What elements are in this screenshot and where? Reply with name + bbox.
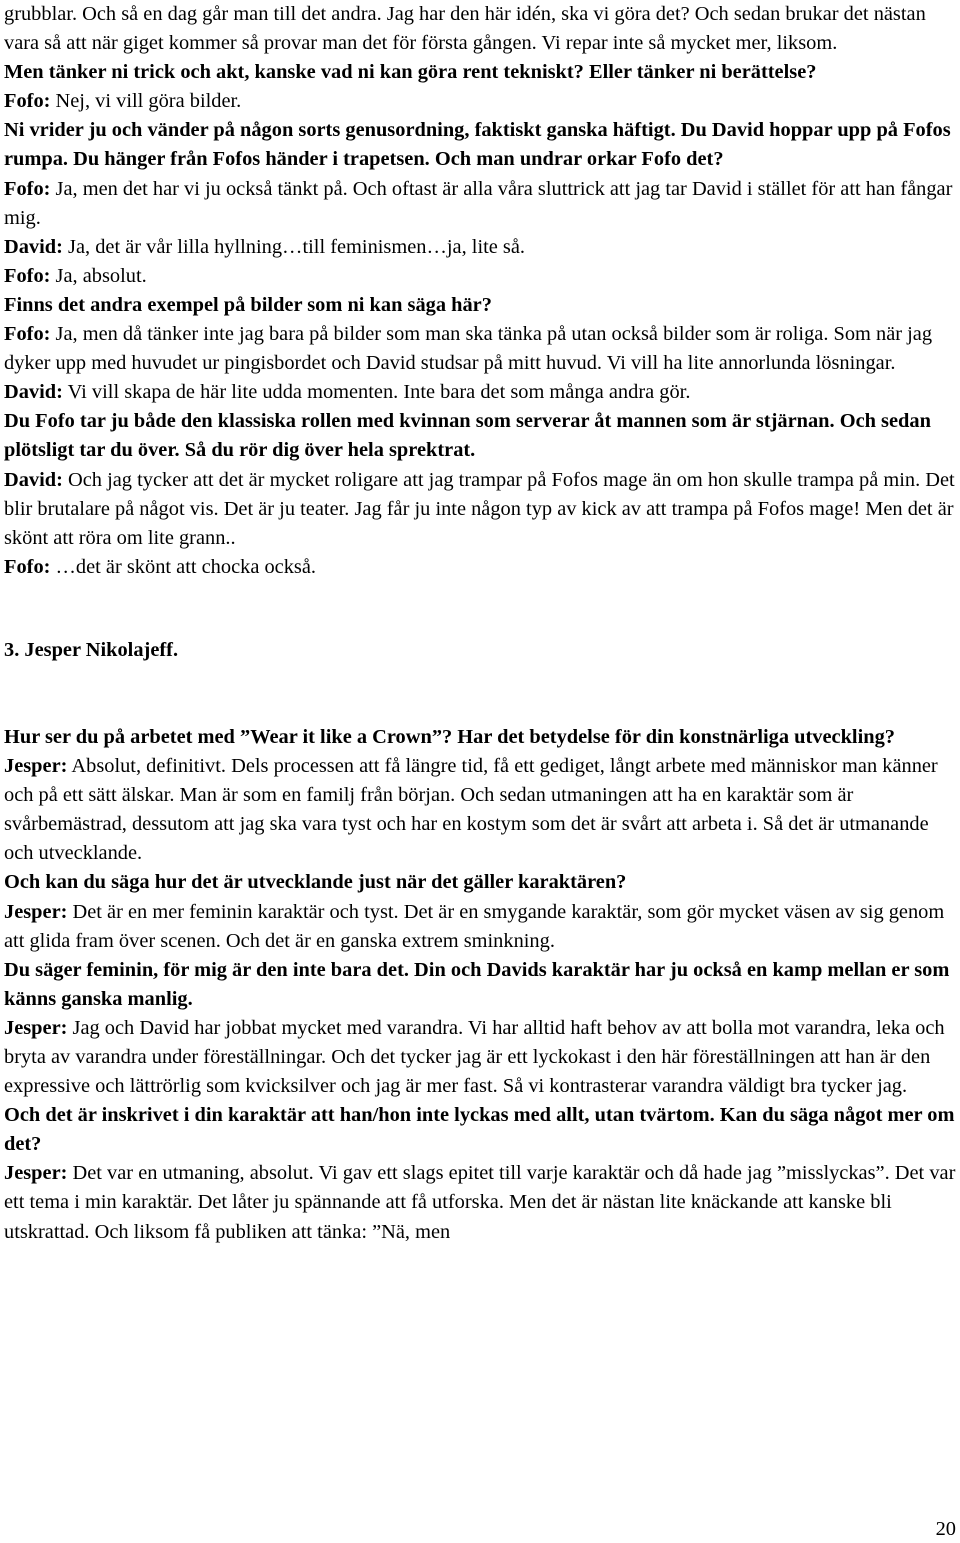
page-number: 20: [935, 1518, 956, 1540]
interview-answer: [4, 752, 958, 868]
paragraph-text: Det var en utmaning, absolut. Vi gav ett slags epitet till varje karaktär och då hade jag ”misslyckas”. Det var ett tema i min karaktär. Det låter ju spännande att få utforska. Men det är nästan lite knäckande att kanske bli utskrattad. Och liksom få publiken att tänka: ”Nä, men: [4, 1162, 956, 1243]
interview-question: [4, 116, 958, 174]
interview-question: [4, 407, 958, 465]
paragraph-text: Hur ser du på arbetet med ”Wear it like a Crown”? Har det betydelse för din konstnärliga utveckling?: [4, 725, 895, 748]
paragraph-text: Ja, men då tänker inte jag bara på bilder som man ska tänka på utan också bilder som är roliga. Som när jag dyker upp med huvudet ur pingisbordet och David studsar på mitt huvud. Vi vill ha lite annorlunda lösningar.: [4, 323, 933, 375]
paragraph-text: Och kan du säga hur det är utvecklande just när det gäller karaktären?: [4, 871, 627, 894]
speaker-label: Fofo:: [4, 177, 51, 200]
paragraph-text: Absolut, definitivt. Dels processen att få längre tid, få ett gediget, långt arbete med människor man känner och på ett sätt älskar. Man är som en familj från början. Och sedan utmaningen att ha en karaktär som är svårbemästrad, dessutom att jag ska vara tyst och har en kostym som det är svårt att arbeta i. Så det är utmanande och utvecklande.: [4, 755, 938, 865]
paragraph-text: Vi vill skapa de här lite udda momenten. Inte bara det som många andra gör.: [62, 381, 691, 404]
paragraph-text: Ja, men det har vi ju också tänkt på. Och oftast är alla våra sluttrick att jag tar David i stället för att han fångar mig.: [4, 177, 953, 229]
interview-answer: [4, 87, 958, 116]
interview-question: [4, 868, 958, 897]
paragraph-text: Ja, det är vår lilla hyllning…till feminismen…ja, lite så.: [62, 235, 526, 258]
paragraph-text: Ni vrider ju och vänder på någon sorts genusordning, faktiskt ganska häftigt. Du David hoppar upp på Fofos rumpa. Du hänger från Fofos händer i trapetsen. Och man undrar orkar Fofo det?: [4, 119, 951, 171]
interview-section-jesper: [4, 723, 958, 1247]
speaker-label: David:: [4, 381, 63, 404]
speaker-label: Jesper:: [4, 755, 68, 778]
interview-answer: [4, 233, 958, 262]
interview-answer: [4, 898, 958, 956]
speaker-label: Jesper:: [4, 1016, 68, 1039]
speaker-label: David:: [4, 468, 63, 491]
interview-question: [4, 956, 958, 1014]
paragraph-text: Men tänker ni trick och akt, kanske vad ni kan göra rent tekniskt? Eller tänker ni berättelse?: [4, 61, 817, 84]
interview-question: [4, 58, 958, 87]
interview-answer: [4, 1014, 958, 1101]
paragraph-text: Jag och David har jobbat mycket med varandra. Vi har alltid haft behov av att bolla mot varandra, leka och bryta av varandra under föreställningar. Och det tycker jag är ett lyckokast i den här föreställningen att han är den expressive och lättrörlig som kvicksilver och jag är mer fast. Så vi kontrasterar varandra väldigt bra tycker jag.: [4, 1016, 945, 1098]
interview-question: [4, 1101, 958, 1159]
speaker-label: David:: [4, 235, 63, 258]
interview-question: [4, 291, 958, 320]
interview-answer: [4, 320, 958, 378]
speaker-label: Fofo:: [4, 555, 51, 578]
interview-answer: [4, 553, 958, 582]
spacer: [4, 665, 958, 723]
interview-answer: [4, 0, 958, 58]
speaker-label: Fofo:: [4, 264, 51, 287]
interview-answer: [4, 175, 958, 233]
interview-section-fofo-david: [4, 0, 958, 582]
document-page: [4, 0, 958, 1247]
speaker-label: Fofo:: [4, 323, 51, 346]
interview-answer: [4, 378, 958, 407]
paragraph-text: Och jag tycker att det är mycket roligare att jag trampar på Fofos mage än om hon skulle trampa på min. Det blir brutalare på något vis. Det är ju teater. Jag får ju inte någon typ av kick av att trampa på Fofos mage! Men det är skönt att röra om lite grann..: [4, 468, 955, 549]
speaker-label: Jesper:: [4, 1162, 68, 1185]
interview-question: [4, 723, 958, 752]
speaker-label: Fofo:: [4, 90, 51, 113]
paragraph-text: Ja, absolut.: [50, 264, 147, 287]
interview-answer: [4, 262, 958, 291]
spacer: [4, 582, 958, 636]
section-heading: 3. Jesper Nikolajeff.: [4, 638, 179, 661]
interview-answer: [4, 466, 958, 553]
paragraph-text: …det är skönt att chocka också.: [50, 555, 316, 578]
paragraph-text: grubblar. Och så en dag går man till det andra. Jag har den här idén, ska vi göra det? Och sedan brukar det nästan vara så att när giget kommer så provar man det för första gången. Vi repar inte så mycket mer, liksom.: [4, 3, 926, 55]
interview-answer: [4, 1159, 958, 1246]
speaker-label: Jesper:: [4, 900, 68, 923]
paragraph-text: Finns det andra exempel på bilder som ni kan säga här?: [4, 293, 492, 316]
paragraph-text: Nej, vi vill göra bilder.: [50, 90, 242, 113]
paragraph-text: Och det är inskrivet i din karaktär att han/hon inte lyckas med allt, utan tvärtom. Kan du säga något mer om det?: [4, 1104, 955, 1156]
paragraph-text: Det är en mer feminin karaktär och tyst. Det är en smygande karaktär, som gör mycket väsen av sig genom att glida fram över scenen. Och det är en ganska extrem sminkning.: [4, 900, 945, 952]
paragraph-text: Du säger feminin, för mig är den inte bara det. Din och Davids karaktär har ju också en kamp mellan er som känns ganska manlig.: [4, 958, 950, 1010]
paragraph-text: Du Fofo tar ju både den klassiska rollen med kvinnan som serverar åt mannen som är stjärnan. Och sedan plötsligt tar du över. Så du rör dig över hela sprektrat.: [4, 410, 931, 462]
